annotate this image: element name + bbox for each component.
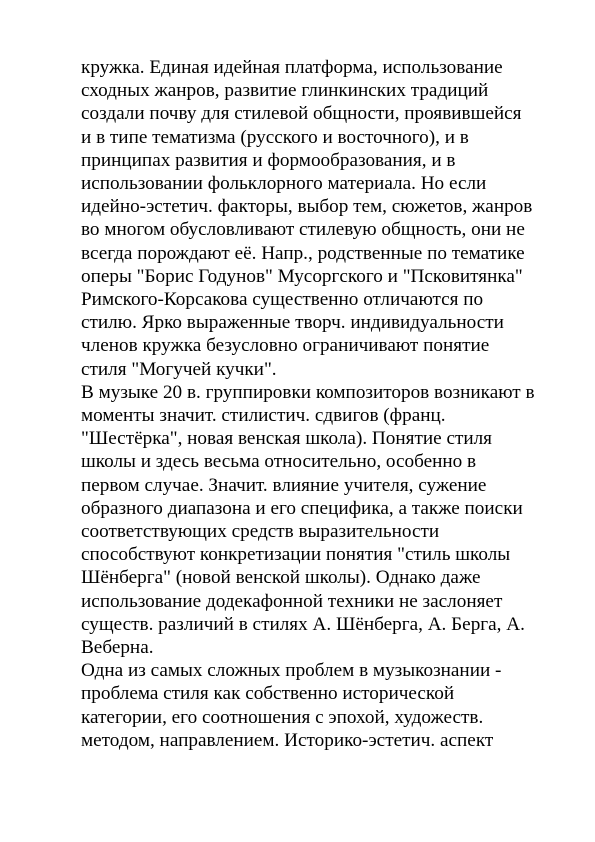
text-line: школы и здесь весьма относительно, особенно в bbox=[81, 451, 477, 473]
text-line: сходных жанров, развитие глинкинских традиций bbox=[81, 80, 489, 102]
text-line: и в типе тематизма (русского и восточного), и в bbox=[81, 126, 469, 148]
text-line: методом, направлением. Историко-эстетич. аспект bbox=[81, 729, 494, 751]
text-line: проблема стиля как собственно исторической bbox=[81, 683, 455, 705]
text-line: существ. различий в стилях А. Шёнберга, А. Берга, А. bbox=[81, 613, 525, 635]
text-line: соответствующих средств выразительности bbox=[81, 521, 440, 543]
text-line: первом случае. Значит. влияние учителя, сужение bbox=[81, 474, 487, 496]
text-line: В музыке 20 в. группировки композиторов возникают в bbox=[81, 381, 535, 403]
text-line: во многом обусловливают стилевую общность, они не bbox=[81, 219, 525, 241]
text-line: всегда порождают её. Напр., родственные по тематике bbox=[81, 242, 525, 264]
text-line: создали почву для стилевой общности, проявившейся bbox=[81, 103, 522, 125]
text-line: Одна из самых сложных проблем в музыкознании - bbox=[81, 660, 502, 682]
text-line: использовании фольклорного материала. Но если bbox=[81, 173, 487, 195]
body-text bbox=[81, 56, 581, 752]
text-line: образного диапазона и его специфика, а также поиски bbox=[81, 497, 523, 519]
text-line: использование додекафонной техники не заслоняет bbox=[81, 590, 503, 612]
text-line: Римского-Корсакова существенно отличаются по bbox=[81, 289, 484, 311]
text-line: принципах развития и формообразования, и в bbox=[81, 149, 456, 171]
text-line: членов кружка безусловно ограничивают понятие bbox=[81, 335, 490, 357]
text-line: моменты значит. стилистич. сдвигов (франц. bbox=[81, 405, 446, 427]
text-line: оперы "Борис Годунов" Мусоргского и "Псковитянка" bbox=[81, 265, 523, 287]
text-line: стилю. Ярко выраженные творч. индивидуальности bbox=[81, 312, 504, 334]
text-line: Веберна. bbox=[81, 637, 154, 659]
text-line: стиля "Могучей кучки". bbox=[81, 358, 277, 380]
text-line: кружка. Единая идейная платформа, использование bbox=[81, 57, 503, 78]
text-line: Шёнберга" (новой венской школы). Однако даже bbox=[81, 567, 481, 589]
text-line: идейно-эстетич. факторы, выбор тем, сюжетов, жанров bbox=[81, 196, 533, 218]
text-line: "Шестёрка", новая венская школа). Понятие стиля bbox=[81, 428, 493, 450]
text-line: способствуют конкретизации понятия "стиль школы bbox=[81, 544, 511, 566]
text-line: категории, его соотношения с эпохой, художеств. bbox=[81, 706, 484, 728]
